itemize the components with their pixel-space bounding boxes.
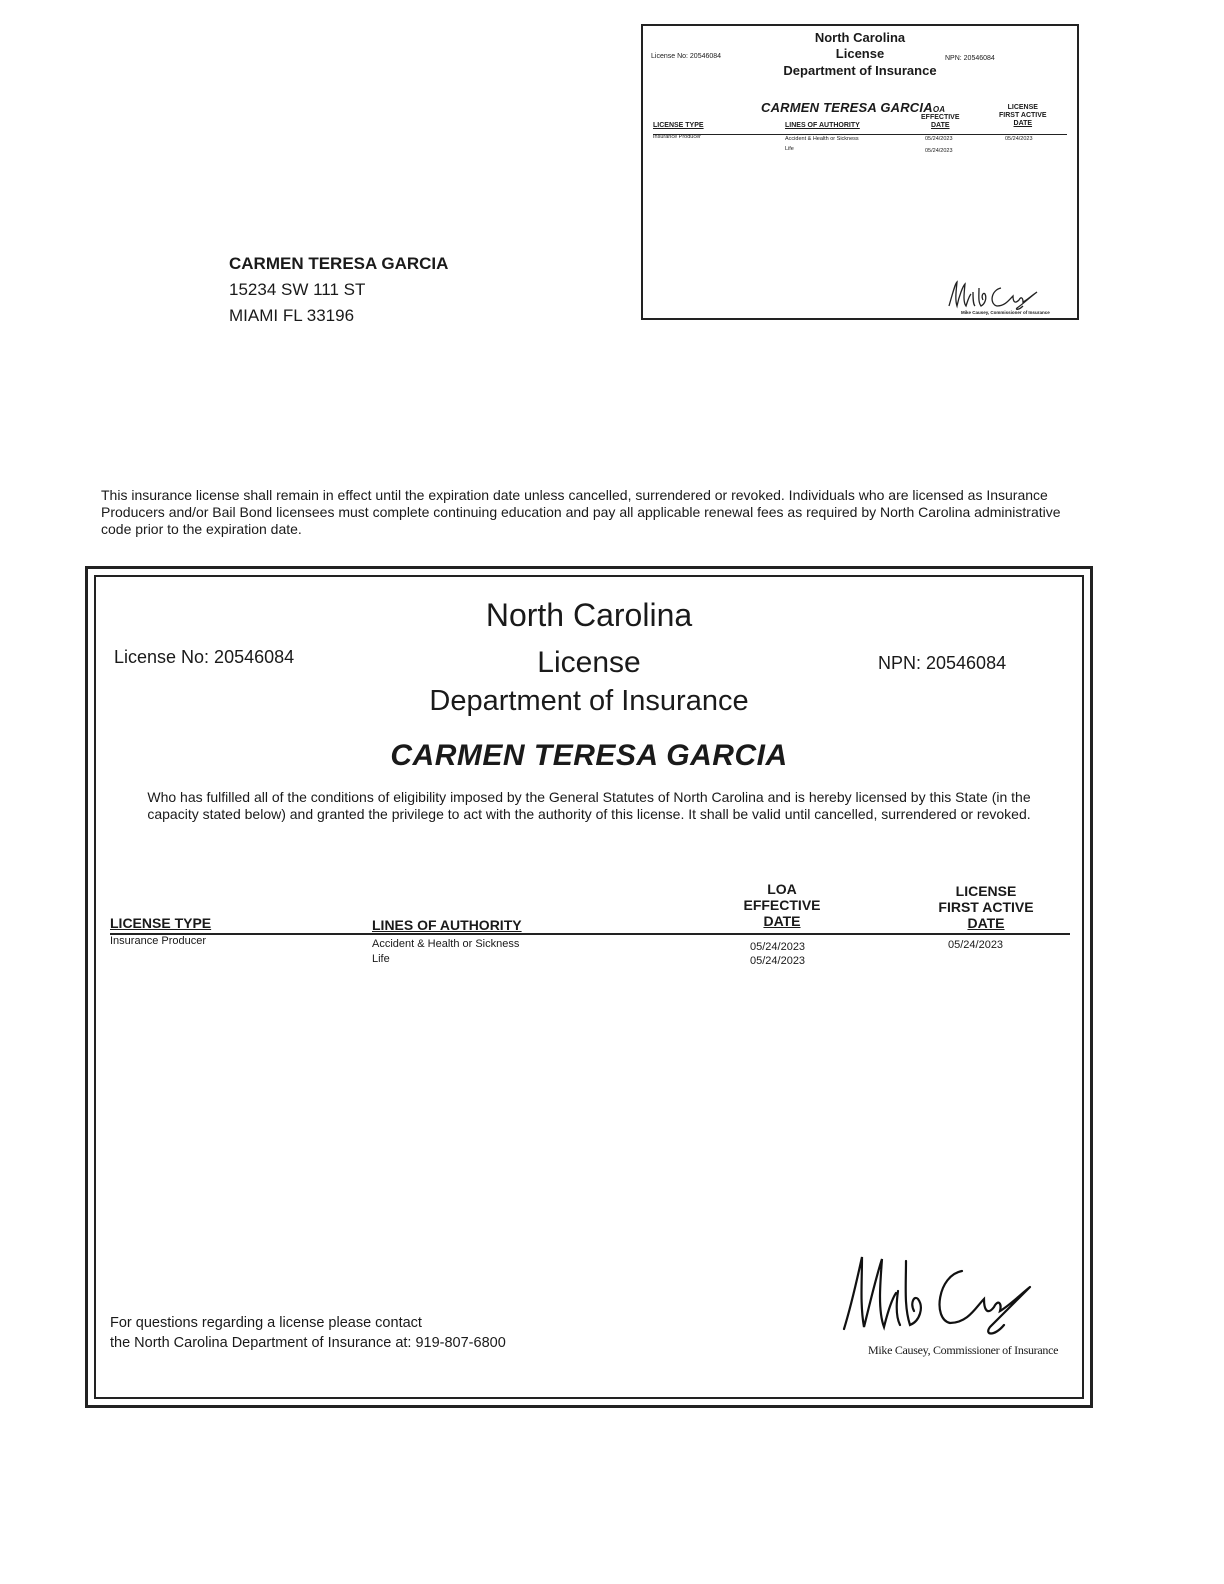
- wallet-cell-eff-1: 05/24/2023: [925, 136, 953, 142]
- wallet-cell-license-type: Insurance Producer: [653, 134, 701, 140]
- certification-statement: Who has fulfilled all of the conditions of eligibility imposed by the General Statutes of North Carolina and is hereby licensed by this State (in the capacity stated below) and granted the privilege to act with the authority of this license. It shall be valid until cancelled, surrendered or revoked.: [147, 789, 1031, 822]
- cell-line-of-authority-2: Life: [372, 953, 390, 965]
- certificate-license-title: License: [537, 646, 641, 679]
- wallet-card: [641, 24, 1079, 320]
- commissioner-signature-graphic: [834, 1241, 1034, 1341]
- contact-line-1: For questions regarding a license please contact: [110, 1315, 422, 1331]
- table-header-rule: [110, 933, 1070, 935]
- address-line-2: MIAMI FL 33196: [229, 306, 355, 325]
- cell-loa-effective-1: 05/24/2023: [750, 941, 806, 953]
- npn-number: NPN: 20546084: [878, 653, 1007, 673]
- wallet-license-title: License: [835, 46, 885, 61]
- certificate-inner-border: [94, 575, 1084, 1399]
- wallet-npn: NPN: 20546084: [945, 55, 995, 62]
- wallet-cell-loa-1: Accident & Health or Sickness: [785, 136, 859, 142]
- col-license-first-active-date: LICENSE FIRST ACTIVE DATE: [938, 883, 1034, 931]
- wallet-cell-eff-2: 05/24/2023: [925, 148, 953, 154]
- contact-info: [110, 1313, 506, 1353]
- cell-first-active-1: 05/24/2023: [948, 939, 1004, 951]
- wallet-col-license-type: LICENSE TYPE: [653, 122, 704, 129]
- wallet-header-rule: [653, 134, 1067, 135]
- cell-license-type: Insurance Producer: [110, 935, 206, 947]
- license-certificate: [85, 566, 1093, 1408]
- wallet-licensee-name: CARMEN TERESA GARCIAOA: [761, 100, 946, 115]
- wallet-col-first-active: LICENSE FIRST ACTIVE DATE: [999, 104, 1047, 127]
- certificate-state-title: North Carolina: [485, 597, 693, 633]
- cell-loa-effective-2: 05/24/2023: [750, 955, 806, 967]
- wallet-license-no: License No: 20546084: [651, 53, 722, 60]
- license-number: License No: 20546084: [114, 647, 295, 667]
- wallet-signature-caption: Mike Causey, Commissioner of Insurance: [961, 310, 1050, 315]
- col-loa-effective-date: LOA EFFECTIVE DATE: [743, 881, 821, 929]
- commissioner-signature-caption: Mike Causey, Commissioner of Insurance: [868, 1343, 1059, 1357]
- wallet-state-title: North Carolina: [814, 30, 906, 45]
- col-lines-of-authority: LINES OF AUTHORITY: [372, 917, 522, 933]
- col-license-type: LICENSE TYPE: [110, 915, 212, 931]
- certificate-department-title: Department of Insurance: [429, 685, 749, 717]
- wallet-cell-loa-2: Life: [785, 146, 794, 152]
- wallet-col-loa-effective: EFFECTIVE DATE: [921, 114, 960, 129]
- wallet-cell-first-1: 05/24/2023: [1005, 136, 1033, 142]
- expiration-notice: This insurance license shall remain in effect until the expiration date unless cancelled, surrendered or revoked. Individuals who are licensed as Insurance Producers and/or Bail Bond licensees must complete continuing education and pay all applicable renewal fees as required by North Carolina administrative code prior to the expiration date.: [101, 487, 1061, 537]
- licensee-name: CARMEN TERESA GARCIA: [390, 739, 788, 772]
- wallet-signature-graphic: [943, 278, 1043, 312]
- contact-line-2: the North Carolina Department of Insurance at: 919-807-6800: [110, 1335, 506, 1351]
- address-line-1: 15234 SW 111 ST: [229, 280, 366, 299]
- wallet-col-lines-of-authority: LINES OF AUTHORITY: [785, 122, 860, 129]
- wallet-department-title: Department of Insurance: [783, 63, 937, 78]
- address-name: CARMEN TERESA GARCIA: [229, 254, 449, 273]
- cell-line-of-authority-1: Accident & Health or Sickness: [372, 938, 520, 950]
